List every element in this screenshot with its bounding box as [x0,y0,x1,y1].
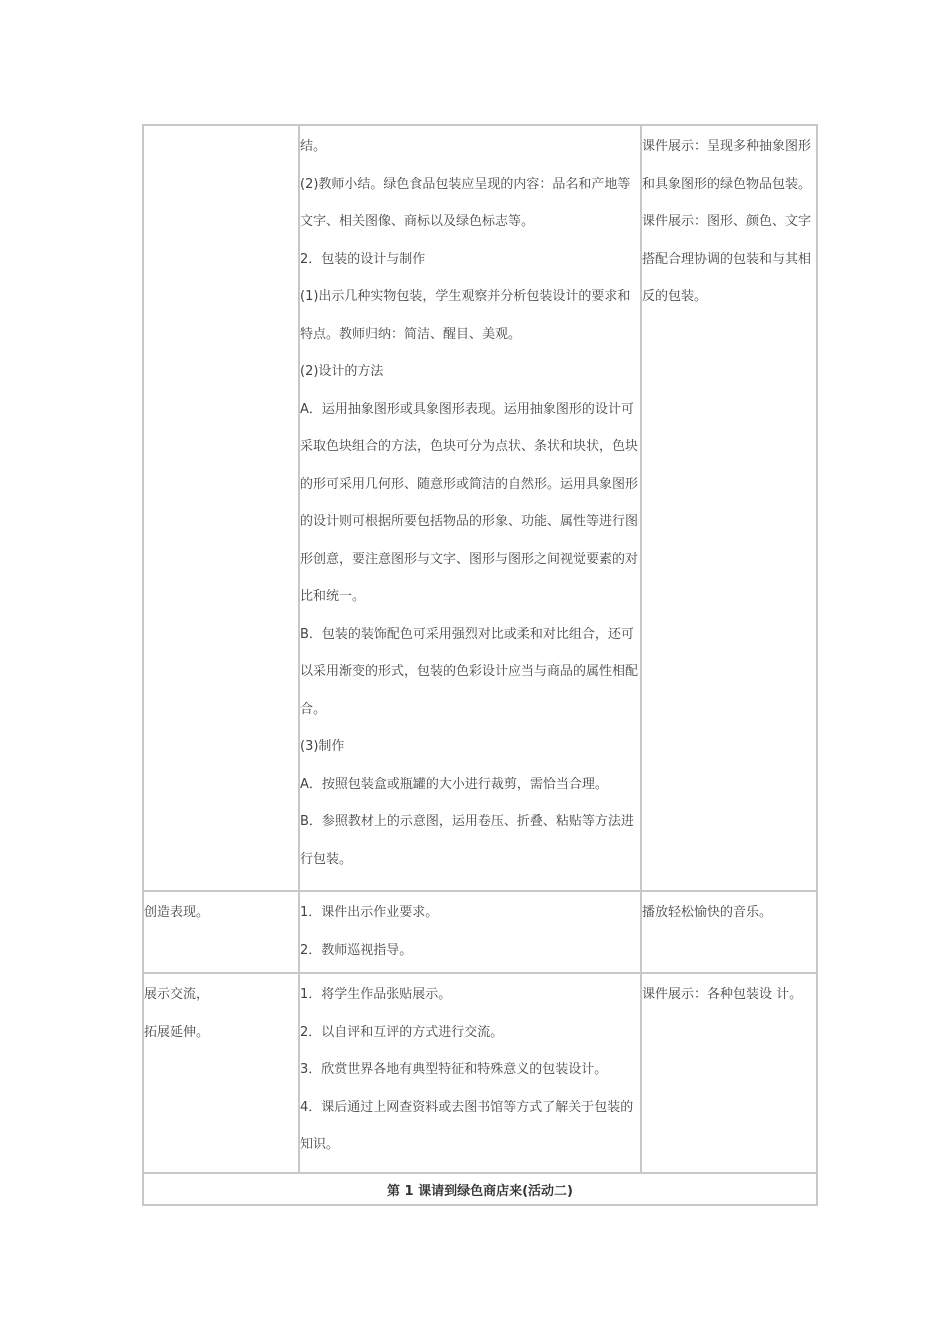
step-label: 展示交流， [144,987,210,1002]
paragraph: 1．将学生作品张贴展示。 [300,987,452,1002]
step-cell [144,892,300,972]
paragraph: A．按照包装盒或瓶罐的大小进行裁剪，需恰当合理。 [300,776,608,792]
table-row [144,892,816,974]
step-label: 创造表现。 [144,905,210,920]
teaching-activity-cell [300,126,642,890]
step-cell [144,126,300,890]
lesson-title: 第 1 课请到绿色商店来(活动二) [387,1183,573,1199]
lesson-table [142,124,818,1206]
paragraph: 1．课件出示作业要求。 [300,905,439,920]
paragraph: 播放轻松愉快的音乐。 [642,905,773,920]
paragraph: 结。 [300,139,327,154]
table-row [144,126,816,892]
table-footer-row [144,1174,816,1204]
paragraph: 2．教师巡视指导。 [300,942,413,958]
paragraph: 2．以自评和互评的方式进行交流。 [300,1024,504,1040]
step-label: 拓展延伸。 [144,1024,210,1040]
paragraph: 2．包装的设计与制作 [300,251,426,267]
paragraph: 4．课后通过上网查资料或去图书馆等方式了解关于包装的知识。 [300,1099,634,1152]
table-row [144,974,816,1174]
paragraph: (1)出示几种实物包装，学生观察并分析包装设计的要求和特点。教师归纳：简洁、醒目、美观。 [300,289,631,342]
paragraph: 课件展示：图形、颜色、文字搭配合理协调的包装和与其相反的包装。 [642,214,812,304]
paragraph: (3)制作 [300,739,345,754]
paragraph: 课件展示：各种包装设 计。 [642,987,803,1002]
media-note-cell [642,126,816,890]
paragraph: B．包装的装饰配色可采用强烈对比或柔和对比组合，还可以采用渐变的形式，包装的色彩设计应当与商品的属性相配合。 [300,626,639,717]
paragraph: 3．欣赏世界各地有典型特征和特殊意义的包装设计。 [300,1062,608,1077]
paragraph: A．运用抽象图形或具象图形表现。运用抽象图形的设计可采取色块组合的方法，色块可分为点状、条状和块状，色块的形可采用几何形、随意形或简洁的自然形。运用具象图形的设计则可根据所要包括物品的形象、功能、属性等进行图形创意，要注意图形与文字、图形与图形之间视觉要素的对比和统一。 [300,401,639,604]
media-note-cell [642,974,816,1172]
paragraph: (2)设计的方法 [300,364,384,379]
paragraph: 课件展示：呈现多种抽象图形和具象图形的绿色物品包装。 [642,139,812,192]
paragraph: (2)教师小结。绿色食品包装应呈现的内容：品名和产地等文字、相关图像、商标以及绿色标志等。 [300,176,631,229]
step-cell [144,974,300,1172]
media-note-cell [642,892,816,972]
teaching-activity-cell [300,974,642,1172]
teaching-activity-cell [300,892,642,972]
lesson-plan-page [142,124,818,1206]
paragraph: B．参照教材上的示意图，运用卷压、折叠、粘贴等方法进行包装。 [300,814,634,867]
